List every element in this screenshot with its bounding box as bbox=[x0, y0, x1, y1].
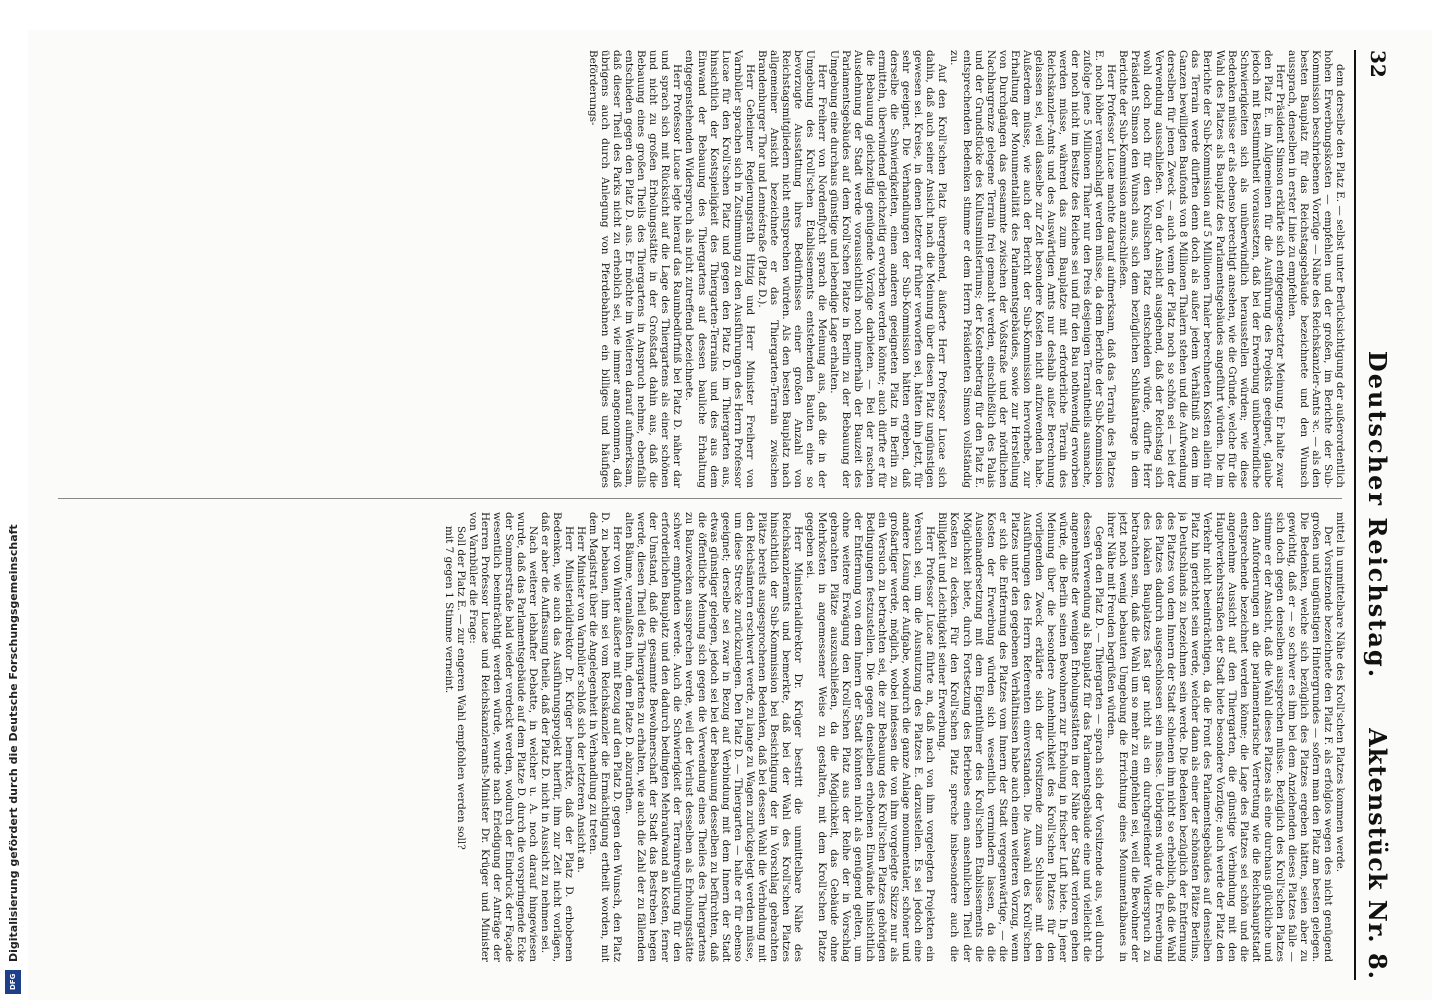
page-header bbox=[1354, 50, 1392, 980]
paragraph: Herr Professor Lucae legte hierauf das Raumbedürfniß bei Platz D. näher dar und sprach sich mit Rücksicht auf die Lage des Thiergartens als einer schönen und nicht zu großen Erholungsstätte in der Großstadt dahin aus, daß die Bebauung eines großen Theils des Thiergartens in Anspruch nehme, ebenfalls entschieden gegen den Platz D. aus. Er möchte im Weiteren darauf aufmerksam, daß dieser Theil des Parks nicht zu erheblich sei, wie immer angenommen, daß übrigens auch durch Anlegung von Pferdebahnen ein billiges und häufiges Beförderungs- bbox=[587, 50, 684, 488]
text-column-left bbox=[58, 50, 1346, 488]
paragraph: Herr Präsident Simson erklärte sich entgegengesetzter Meinung. Er halte zwar den Platz E. im Allgemeinen für die Ausführung des Projekts geeignet, glaube jedoch mit Bestimmtheit voraussetzen, daß bei der Erwerbung unüberwindliche Schwierigkeiten sich als unüberwindlich herausstellen würden; wie diese Bedenken müsse er als ebenso berechtigt ansehen, wie die Gründe, welche für die Wahl des Platzes als Bauplatz des Parlamentsgebäudes angeführt würden. Die im Berichte der Sub-Kommission auf 5 Millionen Thaler berechneten Kosten allein für das Terrain werde dürften denn doch als außer jedem Verhältniß zu dem im Ganzen bewilligten Baufonds von 8 Millionen Thalern stehen und die Aufwendung derselben für jenen Zweck — auch wenn der Platz noch so schön sei — bei der Verwendung ausschließen. Von der Ansicht ausgehend, daß der Reichstag sich wohl doch noch für den Krollschen Platz entscheiden würde, dürfte Herr Präsident Simson den Wunsch aus, sich dem bezüglichen Schlußantrage in dem Berichte der Sub-Kommission anzuschließen. bbox=[1117, 50, 1286, 488]
document-number: Aktenstück Nr. 8. bbox=[1363, 728, 1392, 980]
scanned-page bbox=[28, 30, 1432, 1000]
paragraph: dem derselbe den Platz E. — selbst unter Berücksichtigung der außerordentlich hohen Erwerbungskosten — empfehlen und der großen, im Berichte der Sub-Kommission beschriebenen Vorzüge — Nähe des Reichskanzler-Amts ꝛc. — als den besten Bauplatz für das Reichstagsgebäude bezeichnete und den Wunsch aussprach, denselben in erster Linie zu empfehlen. bbox=[1285, 50, 1346, 488]
paragraph: Der Vorsitzende bezeichnete den Platz F. als erfolglos wegen des nicht genügend großen und ungünstigen Hintergrundes — sofern man den Platz am besten gelegen. Die Bedenken, welche sich bezüglich des Platzes ergeben hätten, seien aber zu gewichtig, daß er — so schwer es ihm bei dem Anziehenden dieses Platzes falle — sich doch gegen denselben aussprechen müsse. Bezüglich des Kroll'schen Platzes stimme er der Ansicht, daß die Wahl dieses Platzes als eine durchaus glückliche und den Anforderungen an die parlamentarische Vertretung wie die Reichshauptstadt entsprechende bezeichnet werden könne; die Lage des Platzes sei schön und die angenehme Aussicht auf den Thiergarten, die günstige Verbindung mit den Hauptverkehrsstraßen der Stadt biete besondere Vorzüge; auch werde der Platz den Verkehr nicht beeinträchtigen, da die Front des Parlamentsgebäudes auf denselben Platz hin gerichtet sein werde, welcher dann als einer der schönsten Plätze Berlins, ja Deutschlands zu bezeichnen sein werde. Die Bedenken bezüglich der Entfernung des Platzes von dem Innern der Stadt schienen ihm nicht so erheblich, daß die Wahl des Platzes dadurch ausgeschlossen sein müsse. Uebrigens würde die Erwerbung des lokalen Bauplatzes fast gar nicht als ein durchgreifender Widerspruch zu betrachten sein, daß die Wahl um so mehr zu empfehlen sei, weil die Bewohner der jetzt noch wenig bebauten Umgebung die Errichtung eines Monumentalbaues in ihrer Nähe mit Freuden begrüßen würden. bbox=[1105, 512, 1334, 962]
text-column-right bbox=[58, 512, 1346, 962]
paragraph: Herr Ministerialdirektor Dr. Krüger bestritt die unmittelbare Nähe des Reichskanzleramts und bemerkte, daß bei der Wahl des Kroll'schen Platzes hinsichtlich der Sub-Kommission bei Besichtigung der in Vorschlag gebrachten Plätze bereits ausgesprochenen Bedenken, daß bei dessen Wahl die Verbindung mit den Reichsämtern erschwert werde, zu lange zu Wagen zurückgelegt werden müsse, um diese Strecke zurückzulegen. Den Platz D. — Thiergarten — halte er für ebenso geeignet; derselbe sei zwar in Bezug auf Verbindung mit dem Innern der Stadt etwas günstiger gelegen, jedoch sei bei der Bebauung desselben zu befürchten, daß die öffentliche Meinung sich gegen die Verwendung eines Theiles des Thiergartens zu Bauzwecken aussprechen werde, weil der Verlust desselben als Erholungsstätte schwer empfunden werde. Auch die Schwierigkeit der Terrainregulirung für den erforderlichen Bauplatz und den dadurch bedingten Mehraufwand an Kosten, ferner der Umstand, daß die gesammte Bewohnerschaft der Stadt das Bestreben hegen werde, diesen Theil des Thiergartens zu erhalten, wie auch die Zahl der zu fällenden alten Bäume, veranlaßten ihn, dem Platze D. abzurathen. bbox=[623, 512, 804, 962]
paragraph: Nach weiterer lebhafter Debatte, in welcher u. A. noch darauf hingewiesen wurde, daß das Parlamentsgebäude auf dem Platze D. durch die vorspringende Ecke der Sommerstraße bald wieder verdeckt werden, wodurch der Eindruck der Façade wesentlich beeinträchtigt werden würde, wurde nach Erledigung der Anträge der Herren Professor Lucae und Reichskanzleramts-Minister Dr. Krüger und Minister von Varnbüler die Frage: bbox=[466, 512, 539, 962]
column-divider bbox=[58, 498, 1342, 499]
paragraph: Gegen den Platz D. — Thiergarten — sprach sich der Vorsitzende aus, weil durch dessen Verwendung als Bauplatz für das Parlamentsgebäude eine und vielleicht die angenehmste der wenigen Erholungsstätten in der Nähe der Stadt verloren gehen würde, die Berlin seinen Bewohnern zur Erholung in frischer Luft biete. In jener Meinung über die besondere Annehmlichkeit des Kroll'schen Platzes für den vorliegenden Zweck erklärte sich der Vorsitzende zum Schlusse mit den Ausführungen des Herrn Referenten einverstanden. Die Auswahl des Kroll'schen Platzes unter den gegebenen Verhältnissen habe auch einen weiteren Vorzug, wenn er sich die Entfernung des Platzes vom Innern der Stadt vergegenwärtige, — die Kosten der Erwerbung würden sich wesentlich vermindern lassen, da die Auseinandersetzung mit dem Eigenthümer des Kroll'schen Etablissements die Möglichkeit biete, durch Fortsetzung des Betriebes einen ansehnlichen Theil der Kosten zu decken. Für den Kroll'schen Platz spreche insbesondere auch die Billigkeit und Leichtigkeit seiner Erwerbung. bbox=[936, 512, 1106, 962]
paragraph: Auf den Kroll'schen Platz übergehend, äußerte Herr Professor Lucae sich dahin, daß auch seiner Ansicht nach die Meinung über diesen Platz ungünstigen gewesen sei. Kreise, in denen letzterer früher verworfen sei, hätten ihn jetzt, für sehr geeignet. Die Verhandlungen der Sub-Kommission hätten ergeben, daß derselbe die Schwierigkeiten, einen anderen geeigneten Platz in Berlin zu ermitteln, überwindend gleichzeitig erworben werden könnte; auch dürfte er für die Bebauung gleichzeitig genügende Vorzüge darbieten. — Bei der raschen Ausdehnung der Stadt werde voraussichtlich noch innerhalb der Bauzeit des Parlamentsgebäudes auf dem Kroll'schen Platze in Berlin zu der Bebauung der Umgebung eine durchaus günstige und lebendige Lage erhalten. bbox=[828, 50, 949, 488]
paragraph: Herr Minister von Varnbüler schloß sich der letzteren Ansicht an. bbox=[575, 526, 588, 873]
paragraph: Herr Ministerialdirektor Dr. Krüger bemerkte, daß der Platz D. erhobenen Bedenken, wie auch das Ausführungsprojekt hierfür, ihm zur Zeit nicht vorlägen, daß er aber die Auffassung theile, daß der Platz D. nicht in Aussicht zu nehmen sei. bbox=[538, 512, 575, 962]
dfg-logo: DFG bbox=[5, 970, 21, 994]
paragraph: Herr von Winter äußerte mit Bezug auf den Platz D. gegen den Wunsch, den Platz D. zu bebauen, ihm sei vom Reichskanzler die Ermächtigung ertheilt worden, mit dem Magistrat über die Angelegenheit in Verhandlung zu treten. bbox=[587, 512, 624, 962]
paragraph: Soll der Platz E. — zur engeren Wahl empfohlen werden soll? bbox=[454, 526, 467, 850]
journal-title: Deutscher Reichstag. bbox=[1363, 350, 1392, 680]
paragraph: Herr Professor Lucae führte an, daß nach von ihm vorgelegten Projekten ein Versuch sei, um die Ausnutzung des Platzes E. darzustellen. Es sei jedoch eine andere Lösung der Aufgabe, wodurch die ganze Anlage monumentaler, schöner und großartiger werde, möglich, wobei indessen die von ihm vorgelegte Skizze nur als ein Versuch zu betrachten sei, die zur Bebauung des Kroll'schen Platzes gehörigen Bedingungen festzustellen. Die gegen denselben erhobenen Einwände hinsichtlich der Entfernung von dem Innern der Stadt könnten nicht als genügend gelten, um ohne weitere Erwägung den Kroll'schen Platz aus der Reihe der in Vorschlag gebrachten Plätze auszuschließen, da die Möglichkeit, das Gebäude ohne Mehrkosten in angemessener Weise zu gestalten, mit dem Kroll'schen Platze gegeben sei. bbox=[803, 512, 937, 962]
paragraph: mit 7 gegen 1 Stimme verneint. bbox=[442, 526, 455, 694]
paragraph: Herr Freiherr von Nordenflycht sprach die Meinung aus, daß die in der Umgebung des Kroll'schen Etablissements entstehenden Bauten eine so bevorzugte Ausstattung ihres Bedürfnisses einer großen Anzahl von Reichstagsmitgliedern nicht entsprechen würden. Als den besten Bauplatz nach allgemeiner Ansicht bezeichnete er das Thiergarten-Terrain zwischen Brandenburger Thor und Lennéstraße (Platz D.). bbox=[755, 50, 828, 488]
digitization-credit bbox=[2, 28, 24, 1000]
page-number: 32 bbox=[1366, 50, 1390, 78]
paragraph: Herr Professor Lucae machte darauf aufmerksam, daß das Terrain des Platzes E. noch höher veranschlagt werden müsse, da dem Berichte der Sub-Kommission zufolge jene 5 Millionen Thaler nur den Preis desjenigen Terraintheils ausmache, der noch nicht im Besitze des Reiches sei und für den Bau nothwendig erworben werden müsse, während das zum Bauplatze mit erforderliche Terrain des Reichskanzler-Amts und des Auswärtigen Amts nur deshalb außer Berechnung gelassen sei, weil dasselbe zur Zeit besondere Kosten nicht aufzuwenden habe. Außerdem müsse, wie auch der Bericht der Sub-Kommission hervorhebe, zur Erhaltung der Monumentalität des Parlamentsgebäudes, sowie zur Herstellung von Durchgängen das gesammte zwischen der Voßstraße und der nördlichen Nachbargrenze gelegene Terrain frei gemacht werden, einschließlich des Palais und der Grundstücke des Kultusministeriums; der Kostenbetrag für den Platz E. entsprechenden Bedenken stimme er dem Herrn Präsidenten Simson vollständig zu. bbox=[948, 50, 1118, 488]
paragraph: mittel in unmittelbare Nähe des Kroll'schen Platzes kommen werde. bbox=[1334, 512, 1346, 873]
paragraph: Herr Geheimer Regierungsrath Hitzig und Herr Minister Freiherr von Varnbüler sprachen sich in Zustimmung zu den Ausführungen des Herrn Professor Lucae für den Kroll'schen Platz und gegen den Platz D. im Thiergarten aus, hinsichtlich der Kostspieligkeit des Thiergarten-Terrains und des aus dem Einwand der Bebauung des Thiergartens auf dessen bauliche Erhaltung entgegenstehenden Widerspruch als nicht zutreffend bezeichnete. bbox=[683, 50, 756, 488]
credit-text: Digitalisierung gefördert durch die Deutsche Forschungsgemeinschaft bbox=[7, 524, 20, 962]
